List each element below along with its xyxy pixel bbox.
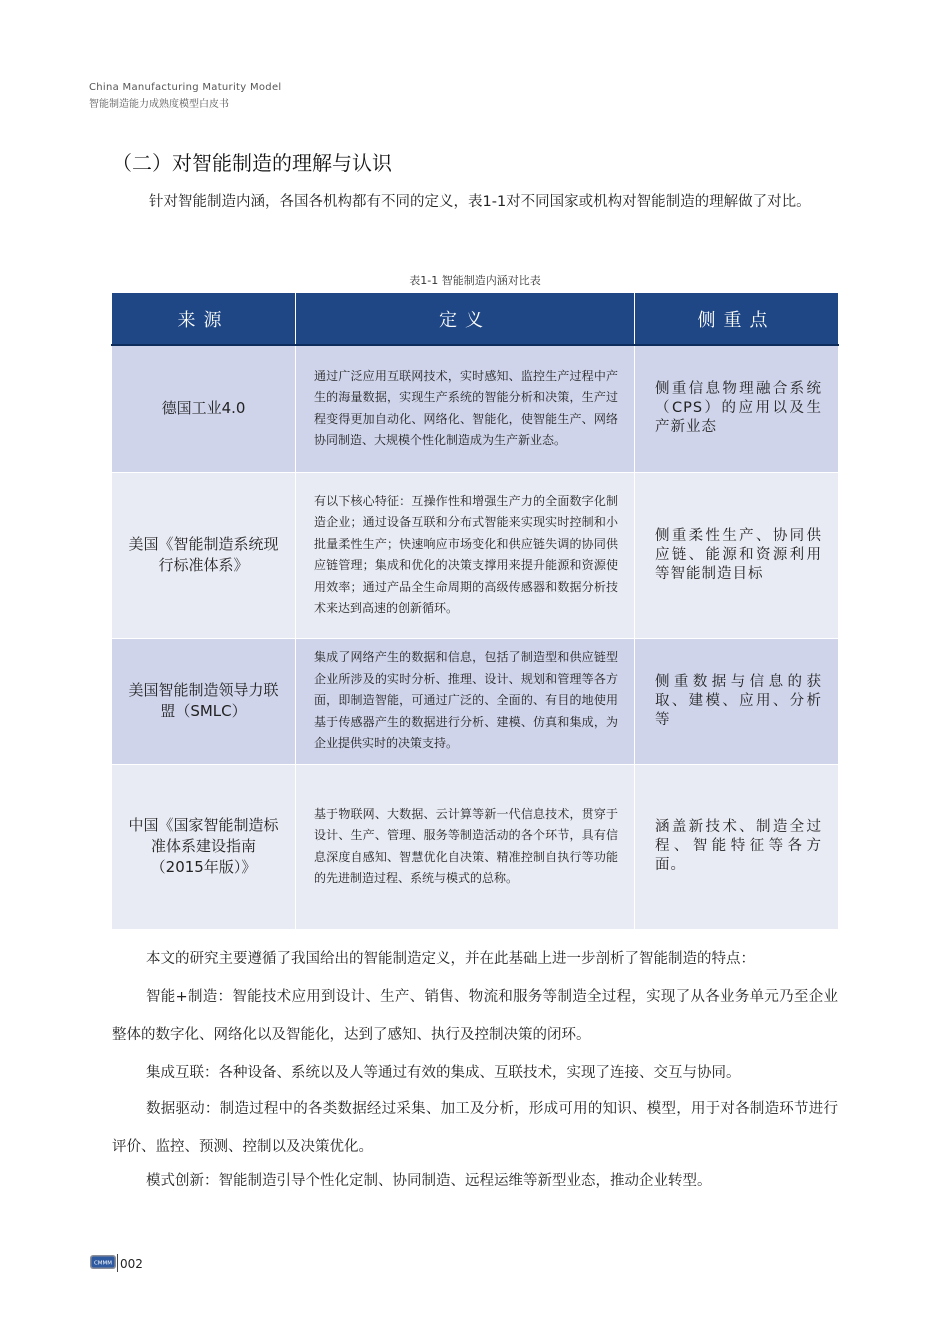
svg-text:CMMM: CMMM	[93, 1260, 113, 1267]
row-definition: 基于物联网、大数据、云计算等新一代信息技术，贯穿于设计、生产、管理、服务等制造活动的各个环节，具有信息深度自感知、智慧优化自决策、精准控制自执行等功能的先进制造过程、系统与模式的总称。	[296, 764, 635, 929]
section-title: （二）对智能制造的理解与认识	[112, 151, 392, 175]
row-focus: 侧重数据与信息的获取、建模、应用、分析等	[635, 638, 839, 764]
body-paragraph: 智能+制造：智能技术应用到设计、生产、销售、物流和服务等制造全过程，实现了从各业务单元乃至企业整体的数字化、网络化以及智能化，达到了感知、执行及控制决策的闭环。	[112, 989, 838, 1043]
intro-paragraph: 针对智能制造内涵，各国各机构都有不同的定义，表1-1对不同国家或机构对智能制造的理解做了对比。	[149, 194, 811, 210]
row-source: 中国《国家智能制造标准体系建设指南（2015年版）》	[112, 764, 296, 929]
row-focus: 侧重信息物理融合系统（CPS）的应用以及生产新业态	[635, 345, 839, 472]
table-row	[112, 764, 839, 929]
body-paragraph: 模式创新：智能制造引导个性化定制、协同制造、远程运维等新型业态，推动企业转型。	[146, 1173, 712, 1189]
body-paragraph: 本文的研究主要遵循了我国给出的智能制造定义，并在此基础上进一步剖析了智能制造的特点：	[146, 951, 755, 967]
table-row	[112, 472, 839, 638]
table-header-row	[112, 293, 839, 346]
row-definition: 通过广泛应用互联网技术，实时感知、监控生产过程中产生的海量数据，实现生产系统的智能分析和决策，生产过程变得更加自动化、网络化、智能化，使智能生产、网络协同制造、大规模个性化制造成为生产新业态。	[296, 345, 635, 472]
footer-separator	[117, 1254, 118, 1272]
row-focus: 涵盖新技术、制造全过程、智能特征等各方面。	[635, 764, 839, 929]
table-caption: 表1-1 智能制造内涵对比表	[409, 274, 541, 287]
row-definition: 有以下核心特征：互操作性和增强生产力的全面数字化制造企业；通过设备互联和分布式智能来实现实时控制和小批量柔性生产；快速响应市场变化和供应链失调的协同供应链管理；集成和优化的决策支撑用来提升能源和资源使用效率；通过产品全生命周期的高级传感器和数据分析技术来达到高速的创新循环。	[296, 472, 635, 638]
cmmm-logo-icon	[90, 1255, 116, 1269]
page-number: 002	[120, 1257, 143, 1271]
row-focus: 侧重柔性生产、协同供应链、能源和资源利用等智能制造目标	[635, 472, 839, 638]
row-definition: 集成了网络产生的数据和信息，包括了制造型和供应链型企业所涉及的实时分析、推理、设计、规划和管理等各方面，即制造智能，可通过广泛的、全面的、有目的地使用基于传感器产生的数据进行分析、建模、仿真和集成，为企业提供实时的决策支持。	[296, 638, 635, 764]
body-paragraph: 数据驱动：制造过程中的各类数据经过采集、加工及分析，形成可用的知识、模型，用于对各制造环节进行评价、监控、预测、控制以及决策优化。	[112, 1101, 838, 1155]
header-source: 来源	[112, 293, 296, 346]
table-row	[112, 345, 839, 472]
comparison-table	[111, 292, 839, 930]
header-focus: 侧重点	[635, 293, 839, 346]
row-source: 美国智能制造领导力联盟（SMLC）	[112, 638, 296, 764]
table-row	[112, 638, 839, 764]
row-source: 德国工业4.0	[112, 345, 296, 472]
running-header-cn: 智能制造能力成熟度模型白皮书	[89, 99, 229, 110]
row-source: 美国《智能制造系统现行标准体系》	[112, 472, 296, 638]
body-paragraph: 集成互联：各种设备、系统以及人等通过有效的集成、互联技术，实现了连接、交互与协同。	[146, 1065, 741, 1081]
header-definition: 定义	[296, 293, 635, 346]
running-header-en: China Manufacturing Maturity Model	[89, 82, 282, 93]
